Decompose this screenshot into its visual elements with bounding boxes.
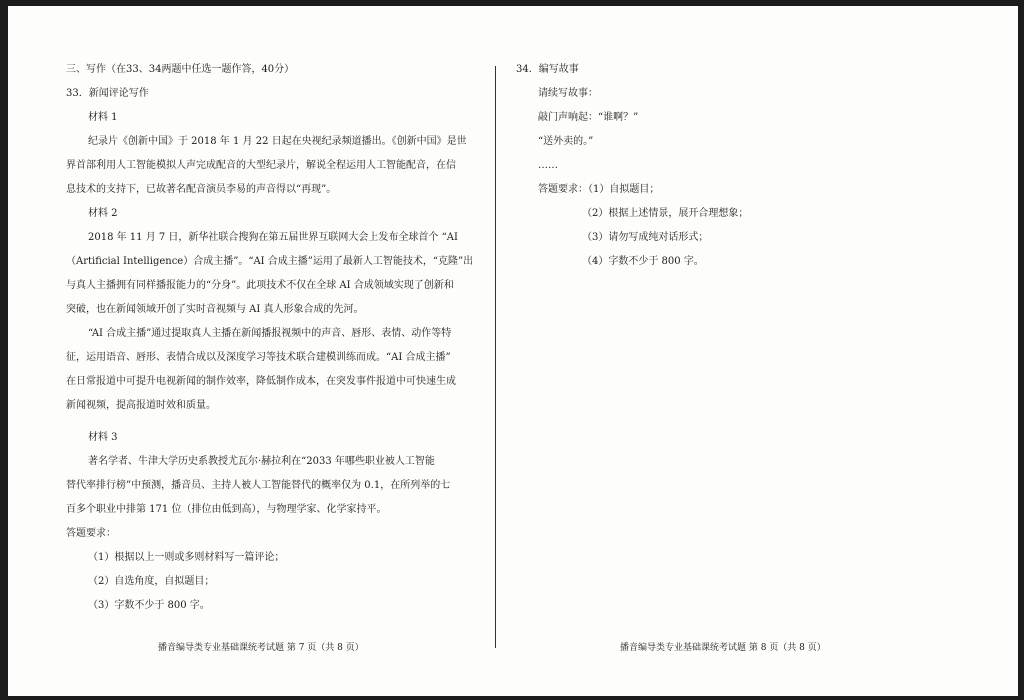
material-2-line: 在日常报道中可提升电视新闻的制作效率，降低制作成本，在突发事件报道中可快速生成 [66, 376, 456, 387]
requirement-item: （4）字数不少于 800 字。 [582, 256, 704, 267]
question-34-title: 34．编写故事 [516, 64, 579, 75]
requirement-item: （3）字数不少于 800 字。 [88, 600, 210, 611]
material-2-line: 与真人主播拥有同样播报能力的“分身”。此项技术不仅在全球 AI 合成领域实现了创新和 [66, 280, 454, 291]
requirement-item: （2）自选角度，自拟题目； [88, 576, 215, 587]
story-dialogue-line: “送外卖的。” [538, 136, 594, 147]
material-2-line: 2018 年 11 月 7 日，新华社联合搜狗在第五届世界互联网大会上发布全球首个 “AI [88, 232, 458, 243]
question-33-title: 33．新闻评论写作 [66, 88, 149, 99]
story-dialogue-line: …… [538, 160, 558, 171]
material-1-line: 纪录片《创新中国》于 2018 年 1 月 22 日起在央视纪录频道播出。《创新中国》是世 [88, 136, 467, 147]
material-3-line: 百多个职业中排第 171 位（排位由低到高），与物理学家、化学家持平。 [66, 504, 387, 515]
material-2-line: “AI 合成主播”通过提取真人主播在新闻播报视频中的声音、唇形、表情、动作等特 [88, 328, 452, 339]
material-3-line: 替代率排行榜”中预测，播音员、主持人被人工智能替代的概率仅为 0.1，在所列举的七 [66, 480, 451, 491]
material-2-label: 材料 2 [88, 208, 118, 219]
exam-sheet [8, 6, 1018, 696]
material-2-line: 征，运用语音、唇形、表情合成以及深度学习等技术联合建模训练而成。“AI 合成主播” [66, 352, 451, 363]
page-divider [495, 66, 496, 648]
page-footer-left: 播音编导类专业基础课统考试题 第 7 页（共 8 页） [158, 643, 364, 653]
material-1-label: 材料 1 [88, 112, 118, 123]
material-2-line: （Artificial Intelligence）合成主播”。“AI 合成主播”运用了最新人工智能技术，“克隆”出 [66, 256, 474, 267]
material-1-line: 息技术的支持下，已故著名配音演员李易的声音得以“再现”。 [66, 184, 337, 195]
requirement-item: （1）根据以上一则或多则材料写一篇评论； [88, 552, 285, 563]
section-heading: 三、写作（在33、34两题中任选一题作答，40分） [66, 64, 295, 75]
requirement-item: （3）请勿写成纯对话形式； [582, 232, 709, 243]
story-prompt-intro: 请续写故事： [538, 88, 598, 99]
page-footer-right: 播音编导类专业基础课统考试题 第 8 页（共 8 页） [620, 643, 826, 653]
material-2-line: 新闻视频，提高报道时效和质量。 [66, 400, 216, 411]
material-3-label: 材料 3 [88, 432, 118, 443]
material-1-line: 界首部利用人工智能模拟人声完成配音的大型纪录片，解说全程运用人工智能配音，在信 [66, 160, 456, 171]
requirements-label: 答题要求：（1）自拟题目； [538, 184, 660, 195]
material-3-line: 著名学者、牛津大学历史系教授尤瓦尔·赫拉利在“2033 年哪些职业被人工智能 [88, 456, 435, 467]
story-dialogue-line: 敲门声响起：“谁啊？” [538, 112, 639, 123]
material-2-line: 突破，也在新闻领域开创了实时音视频与 AI 真人形象合成的先河。 [66, 304, 364, 315]
requirement-item: （2）根据上述情景，展开合理想象； [582, 208, 749, 219]
requirements-label: 答题要求： [66, 528, 116, 539]
